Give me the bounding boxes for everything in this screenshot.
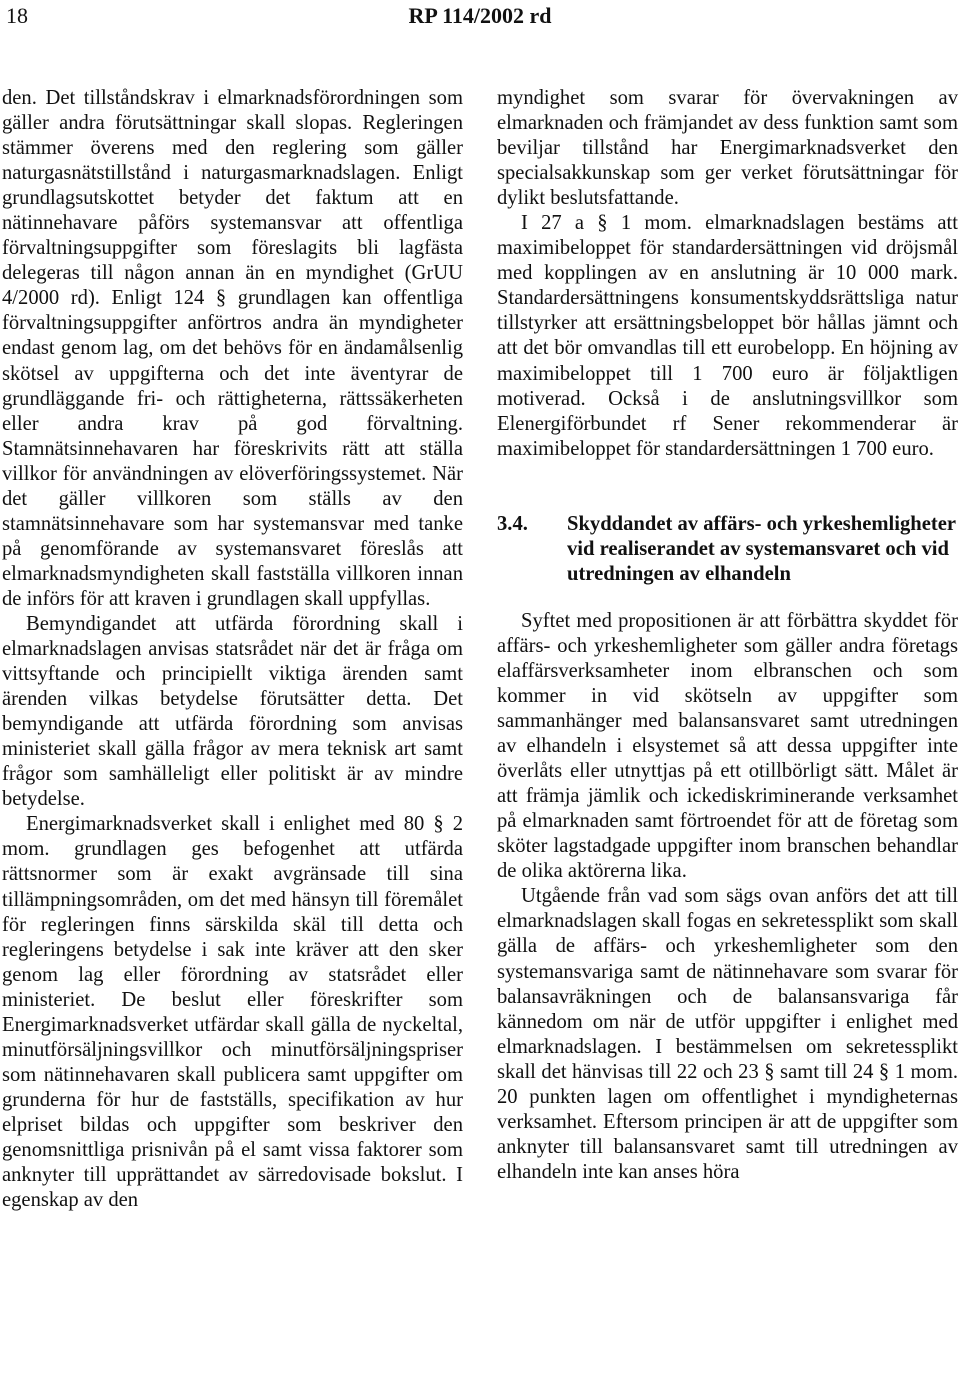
paragraph: den. Det tillståndskrav i elmarknadsförordningen som gäller andra förutsättningar skall slopas. Regleringen stämmer överens med den reglering som gäller naturgasnätstillstånd i naturgasmarknadslagen. Enligt grundlagsutskottet betyder det faktum att en nätinnehavare påförs systemansvar att offentliga förvaltningsuppgifter som föreslagits bli lagfästa delegeras till någon annan än en myndighet (GrUU 4/2000 rd). Enligt 124 § grundlagen kan offentliga förvaltningsuppgifter anförtros andra än myndigheter endast genom lag, om det behövs för en ändamålsenlig skötsel av uppgifterna och det inte äventyrar de grundläggande fri- och rättigheterna, rättssäkerheten eller andra krav på god förvaltning. Stamnätsinnehavaren har föreskrivits rätt att ställa villkor för användningen av elöverföringssystemet. När det gäller villkoren som ställs av den stamnätsinnehavare som har systemansvar med tanke på genomförande av systemansvaret föreslås att elmarknadsmyndigheten skall fastställa villkoren innan de införs för att kraven i grundlagen skall uppfyllas. [2,87,463,610]
section-number: 3.4. [497,512,528,535]
right-column [497,86,958,1185]
paragraph: Syftet med propositionen är att förbättra skyddet för affärs- och yrkeshemligheter som gäller andra företags elaffärsverksamheter inom elbranschen och som kommer in vid skötseln av uppgifter som sammanhänger med balansansvaret samt utredningen av elhandeln i elsystemet så att dessa uppgifter inte överlåts eller utnyttjas på ett otillbörligt sätt. Målet är att främja jämlik och ickediskriminerande verksamhet på elmarknaden samt förtroendet för att de företag som sköter lagstadgade uppgifter inom branschen behandlar de olika aktörerna lika. [497,609,958,883]
document-id: RP 114/2002 rd [408,3,552,28]
paragraph: Bemyndigandet att utfärda förordning skall i elmarknadslagen anvisas statsrådet när det är fråga om vittsyftande och principiellt viktiga ärenden samt ärenden vilkas betydelse förutsätter detta. Det bemyndigande att utfärda förordning som anvisas ministeriet skall gälla frågor av mera teknisk art samt frågor som samhälleligt eller politiskt är av mindre betydelse. [2,612,463,811]
page-number: 18 [6,3,28,28]
section-heading [497,512,958,587]
paragraph: I 27 a § 1 mom. elmarknadslagen bestäms att maximibeloppet för standardersättningen vid dröjsmål med kopplingen av en anslutning är 10 000 mark. Standardersättningens konsumentskyddsrättsliga natur tillstyrker att ersättningsbeloppet bör hållas jämnt och att det bör omvandlas till ett eurobelopp. En höjning av maximibeloppet till 1 700 euro är följaktligen motiverad. Också i de anslutningsvillkor som Elenergiförbundet rf Sener rekommenderar är maximibeloppet för standardersättningen 1 700 euro. [497,212,958,460]
paragraph: Utgående från vad som sägs ovan anförs det att till elmarknadslagen skall fogas en sekretessplikt som skall gälla de affärs- och yrkeshemligheter som den systemansvariga samt de nätinnehavare som svarar för balansavräkningen och de balansansvariga får kännedom om när de utför uppgifter i enlighet med elmarknadslagen. I bestämmelsen om sekretessplikt skall det hänvisas till 22 och 23 § samt till 24 § 1 mom. 20 punkten lagen om offentlighet i myndigheternas verksamhet. Eftersom principen är att de uppgifter som anknyter till balansansvaret samt till utredningen av elhandeln inte kan anses höra [497,885,958,1183]
paragraph: myndighet som svarar för övervakningen av elmarknaden och främjandet av dess funktion samt som beviljar tillstånd har Energimarknadsverket den specialsakkunskap som ger verket förutsättningar för dylikt beslutsfattande. [497,87,958,210]
left-column [2,86,463,1213]
page-header [0,0,960,40]
paragraph: Energimarknadsverket skall i enlighet med 80 § 2 mom. grundlagen ges befogenhet att utfärda rättsnormer som är exakt avgränsade till sina tillämpningsområden, om det med hänsyn till föremålet för regleringen finns särskilda skäl till detta och regleringens betydelse i sak inte kräver att den sker genom lag eller förordning av statsrådet eller ministeriet. De beslut eller föreskrifter som Energimarknadsverket utfärdar skall gälla de nyckeltal, minutförsäljningsvillkor och minutförsäljningspriser som nätinnehavaren skall publicera samt uppgifter om grunderna för hur de fastställs, specifikation av hur elpriset bildas och uppgifter som beskriver den genomsnittliga prisnivån på el samt vissa faktorer som anknyter till upprättandet av särredovisade bokslut. I egenskap av den [2,813,463,1212]
section-title: Skyddandet av affärs- och yrkeshemligheter vid realiserandet av systemansvaret och vid utredningen av elhandeln [567,512,956,585]
